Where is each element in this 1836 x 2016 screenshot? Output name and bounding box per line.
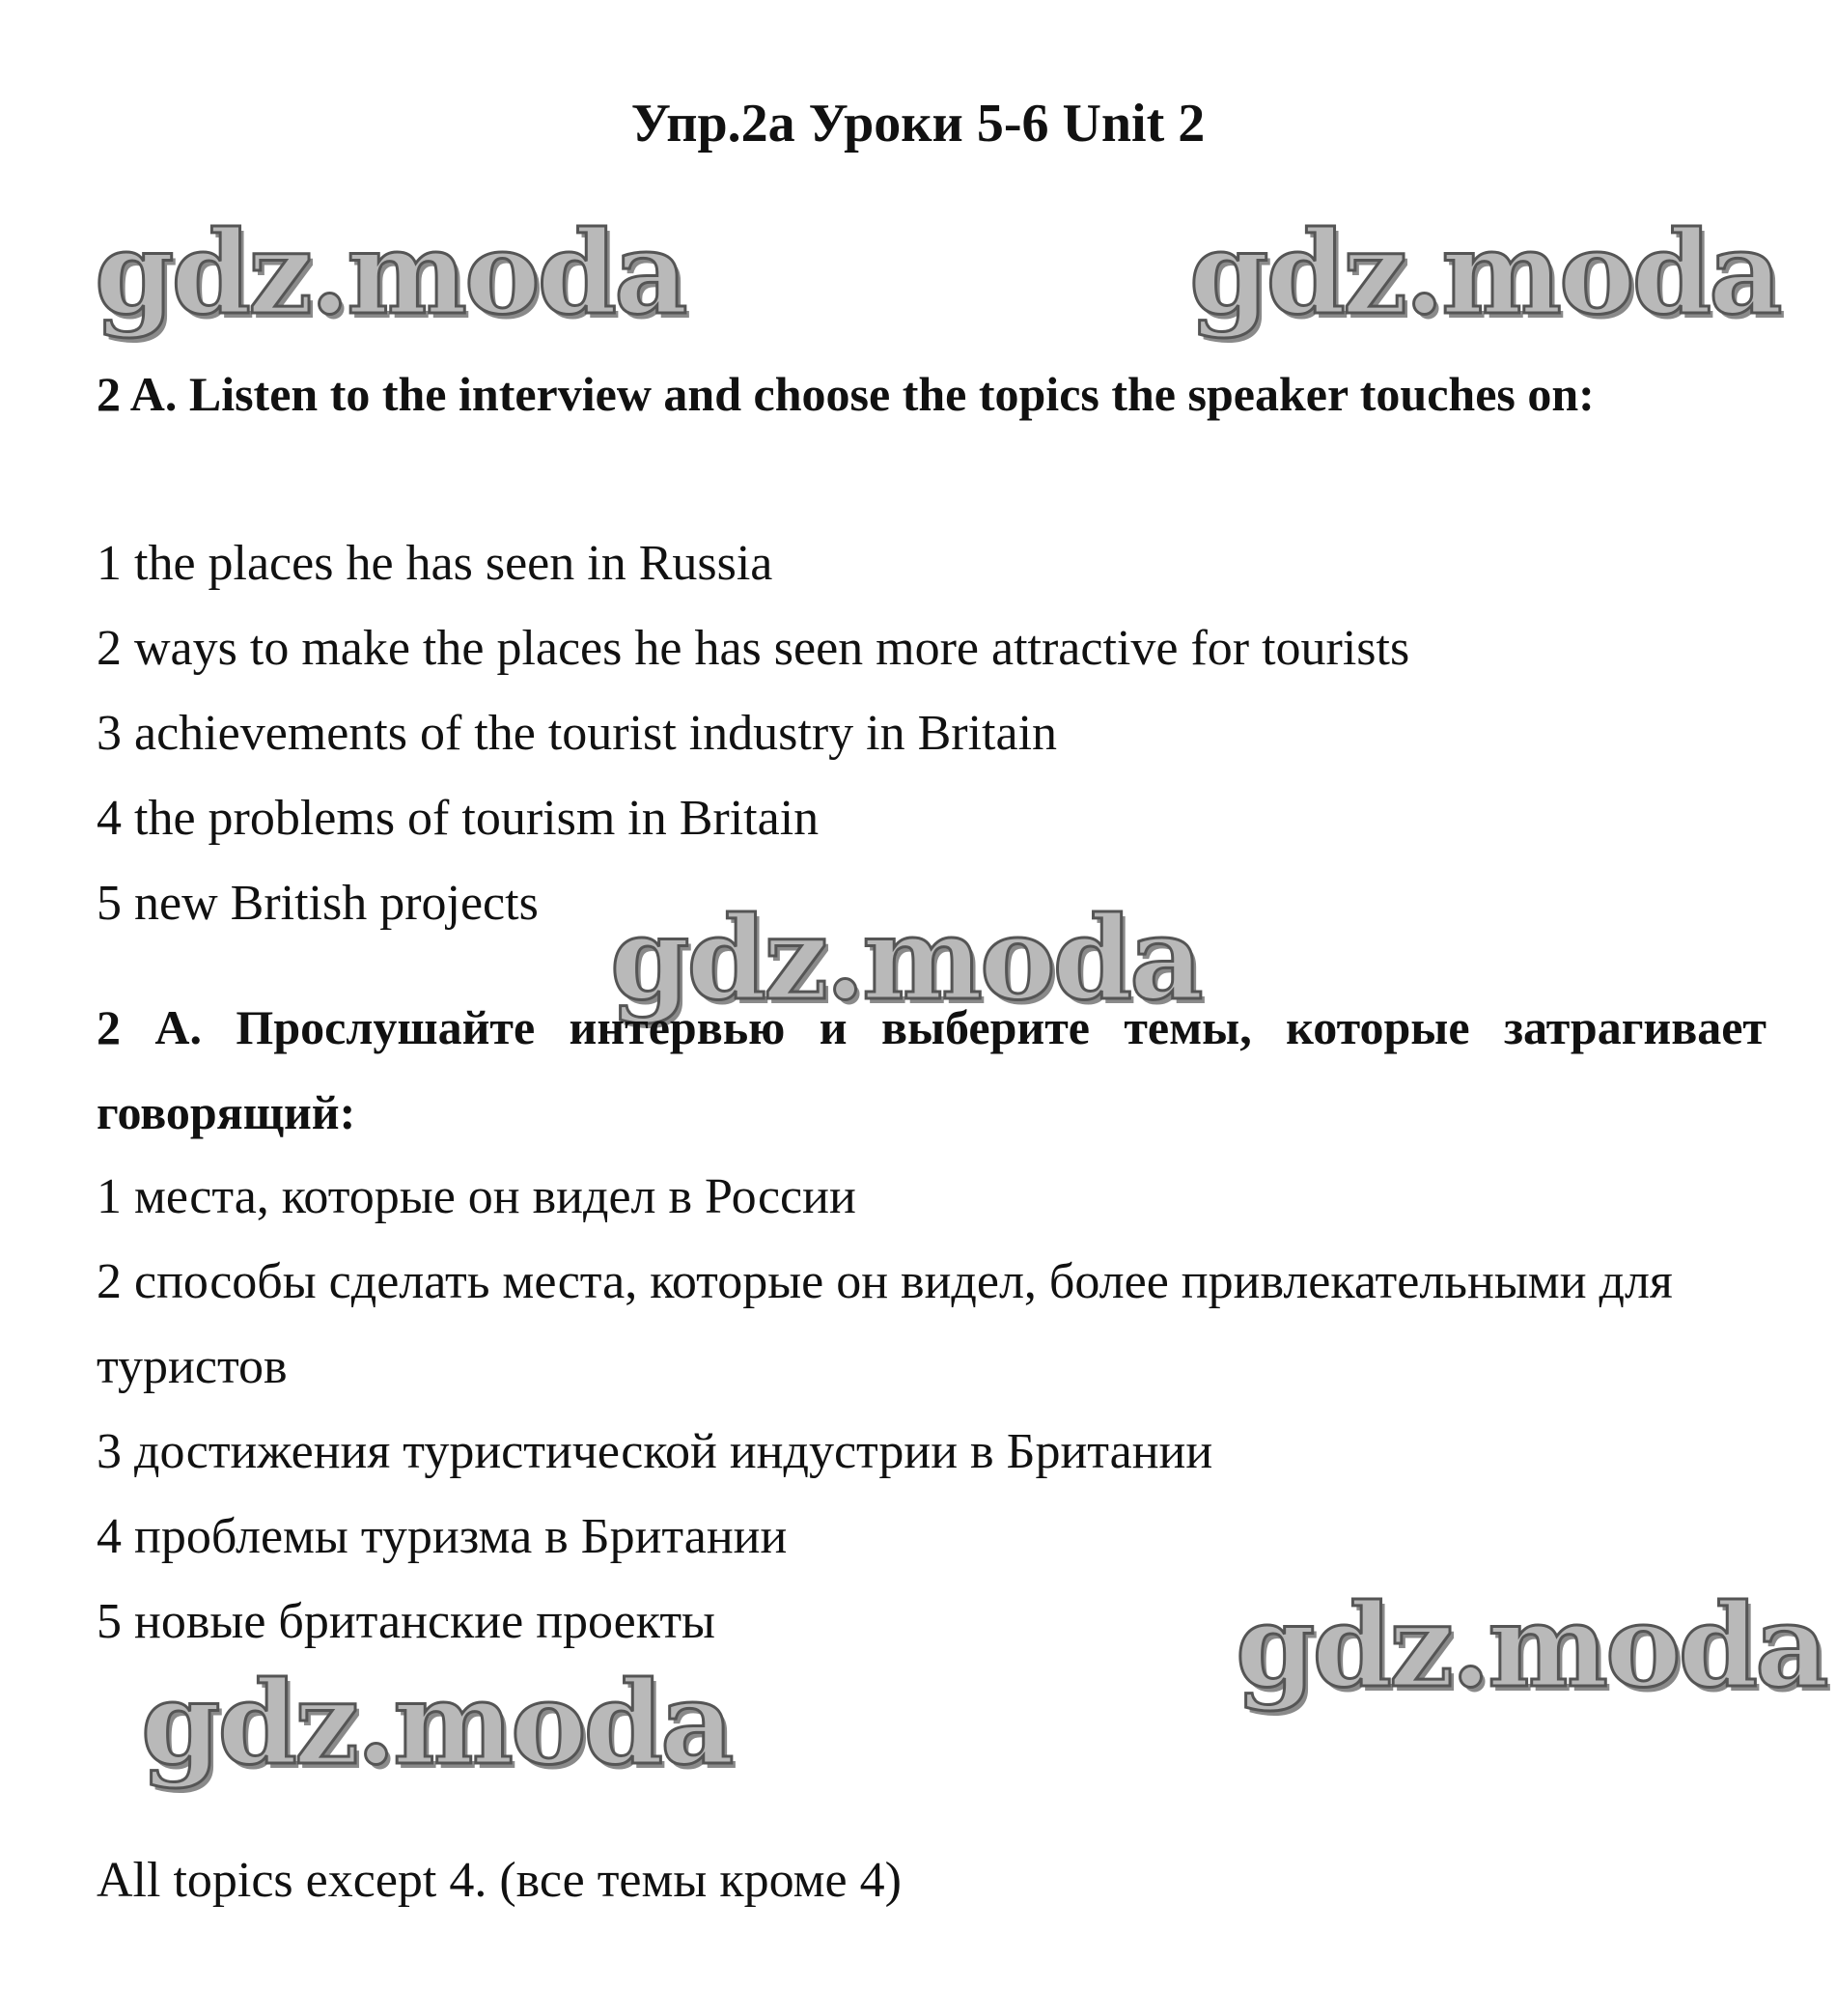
- list-item: 4 проблемы туризма в Британии: [97, 1509, 788, 1564]
- page-title: Упр.2а Уроки 5-6 Unit 2: [630, 94, 1206, 154]
- list-item: 3 достижения туристической индустрии в Британии: [97, 1424, 1213, 1479]
- task-heading-english: 2 A. Listen to the interview and choose the topics the speaker touches on:: [97, 367, 1595, 421]
- list-item: 4 the problems of tourism in Britain: [97, 791, 820, 846]
- topic-list-english: [97, 521, 1776, 946]
- list-item: 3 achievements of the tourist industry in Britain: [97, 706, 1058, 761]
- answer-text: All topics except 4. (все темы кроме 4): [97, 1853, 902, 1908]
- list-item: 5 new British projects: [97, 876, 539, 931]
- list-item: 1 места, которые он видел в России: [97, 1169, 856, 1224]
- watermark-logo: gdz.moda: [95, 206, 685, 340]
- task-heading-russian: 2 А. Прослушайте интервью и выберите темы, которые затрагивает говорящий:: [97, 1000, 1766, 1139]
- watermark-logo: gdz.moda: [1236, 1579, 1826, 1713]
- list-item: 5 новые британские проекты: [97, 1594, 715, 1649]
- watermark-logo: gdz.moda: [1189, 206, 1780, 340]
- list-item: 2 ways to make the places he has seen more attractive for tourists: [97, 621, 1410, 676]
- watermark-logo: gdz.moda: [610, 891, 1201, 1025]
- list-item: 2 способы сделать места, которые он видел, более привлекательными для туристов: [97, 1254, 1673, 1394]
- list-item: 1 the places he has seen in Russia: [97, 536, 773, 591]
- watermark-logo: gdz.moda: [141, 1656, 732, 1790]
